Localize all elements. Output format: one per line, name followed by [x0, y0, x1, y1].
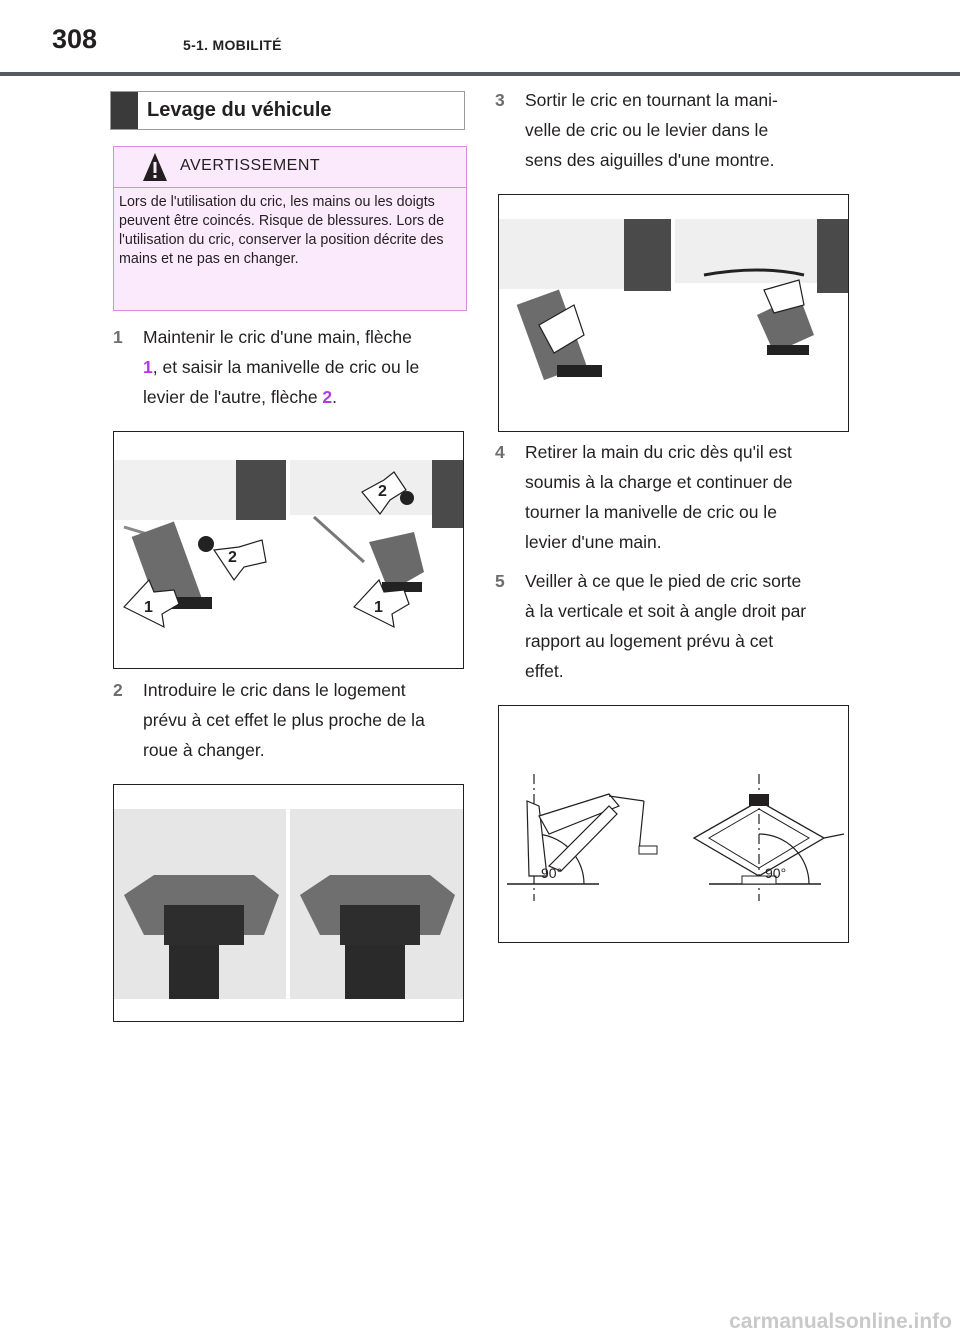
svg-text:90°: 90° — [541, 865, 563, 881]
step-line: à la verticale et soit à angle droit par — [525, 601, 807, 621]
arrow-callout-2-left — [214, 540, 266, 580]
figure-jack-angle — [498, 705, 849, 943]
figure-jack-hold — [113, 431, 464, 669]
header-rule — [0, 72, 960, 76]
step-line: effet. — [525, 661, 564, 681]
step-line: levier de l'autre, flèche 2. — [143, 387, 338, 407]
warning-triangle-icon — [142, 152, 168, 182]
step-line: prévu à cet effet le plus proche de la — [143, 710, 425, 730]
step-2 — [113, 675, 473, 767]
arrow-ref-1: 1 — [143, 357, 153, 377]
step-number: 1 — [113, 327, 123, 347]
section-heading — [110, 91, 465, 130]
step-number: 4 — [495, 442, 505, 462]
step-text — [143, 675, 425, 765]
page-number: 308 — [52, 24, 98, 54]
svg-text:2: 2 — [228, 549, 237, 566]
step-line: rapport au logement prévu à cet — [525, 631, 774, 651]
step-1 — [113, 322, 473, 414]
step-number: 3 — [495, 90, 505, 110]
step-line: soumis à la charge et continuer de — [525, 472, 793, 492]
step-line: 1, et saisir la manivelle de cric ou le — [143, 357, 420, 377]
step-line: velle de cric ou le levier dans le — [525, 120, 769, 140]
section-heading-bar — [111, 92, 138, 129]
step-line: Introduire le cric dans le logement — [143, 680, 406, 700]
figure-jack-mount — [113, 784, 464, 1022]
step-line: Retirer la main du cric dès qu'il est — [525, 442, 792, 462]
angle-label-right — [765, 865, 786, 881]
step-line: Veiller à ce que le pied de cric sorte — [525, 571, 802, 591]
step-5 — [495, 566, 855, 686]
step-text — [525, 437, 793, 557]
step-4 — [495, 437, 855, 557]
step-3 — [495, 85, 855, 177]
arrow-ref-2: 2 — [322, 387, 333, 407]
svg-text:1: 1 — [374, 599, 383, 616]
section-title: Levage du véhicule — [147, 99, 332, 121]
figure-jack-crank — [498, 194, 849, 432]
step-line: sens des aiguilles d'une montre. — [525, 150, 775, 170]
step-text — [143, 322, 419, 412]
step-text — [525, 85, 778, 175]
step-line: levier d'une main. — [525, 532, 662, 552]
step-number: 2 — [113, 680, 123, 700]
angle-label-left — [541, 865, 562, 881]
step-line: Maintenir le cric d'une main, flèche — [143, 327, 412, 347]
chapter-title: 5-1. MOBILITÉ — [183, 37, 282, 53]
warning-title: AVERTISSEMENT — [180, 157, 321, 174]
step-line: tourner la manivelle de cric ou le — [525, 502, 777, 522]
svg-text:2: 2 — [378, 483, 387, 500]
svg-text:90°: 90° — [765, 865, 787, 881]
warning-text: Lors de l'utilisation du cric, les mains ou les doigts peuvent être coincés. Risque de blessures. Lors de l'utilisation du cric, conserver la position décrite des mains et ne pas en changer. — [119, 194, 445, 267]
warning-box — [113, 146, 467, 311]
step-number: 5 — [495, 571, 505, 591]
warning-header — [114, 147, 466, 188]
step-text — [525, 566, 806, 686]
svg-text:1: 1 — [144, 599, 153, 616]
footer-watermark: carmanualsonline.info — [729, 1310, 952, 1333]
step-line: Sortir le cric en tournant la mani- — [525, 90, 778, 110]
step-line: roue à changer. — [143, 740, 265, 760]
